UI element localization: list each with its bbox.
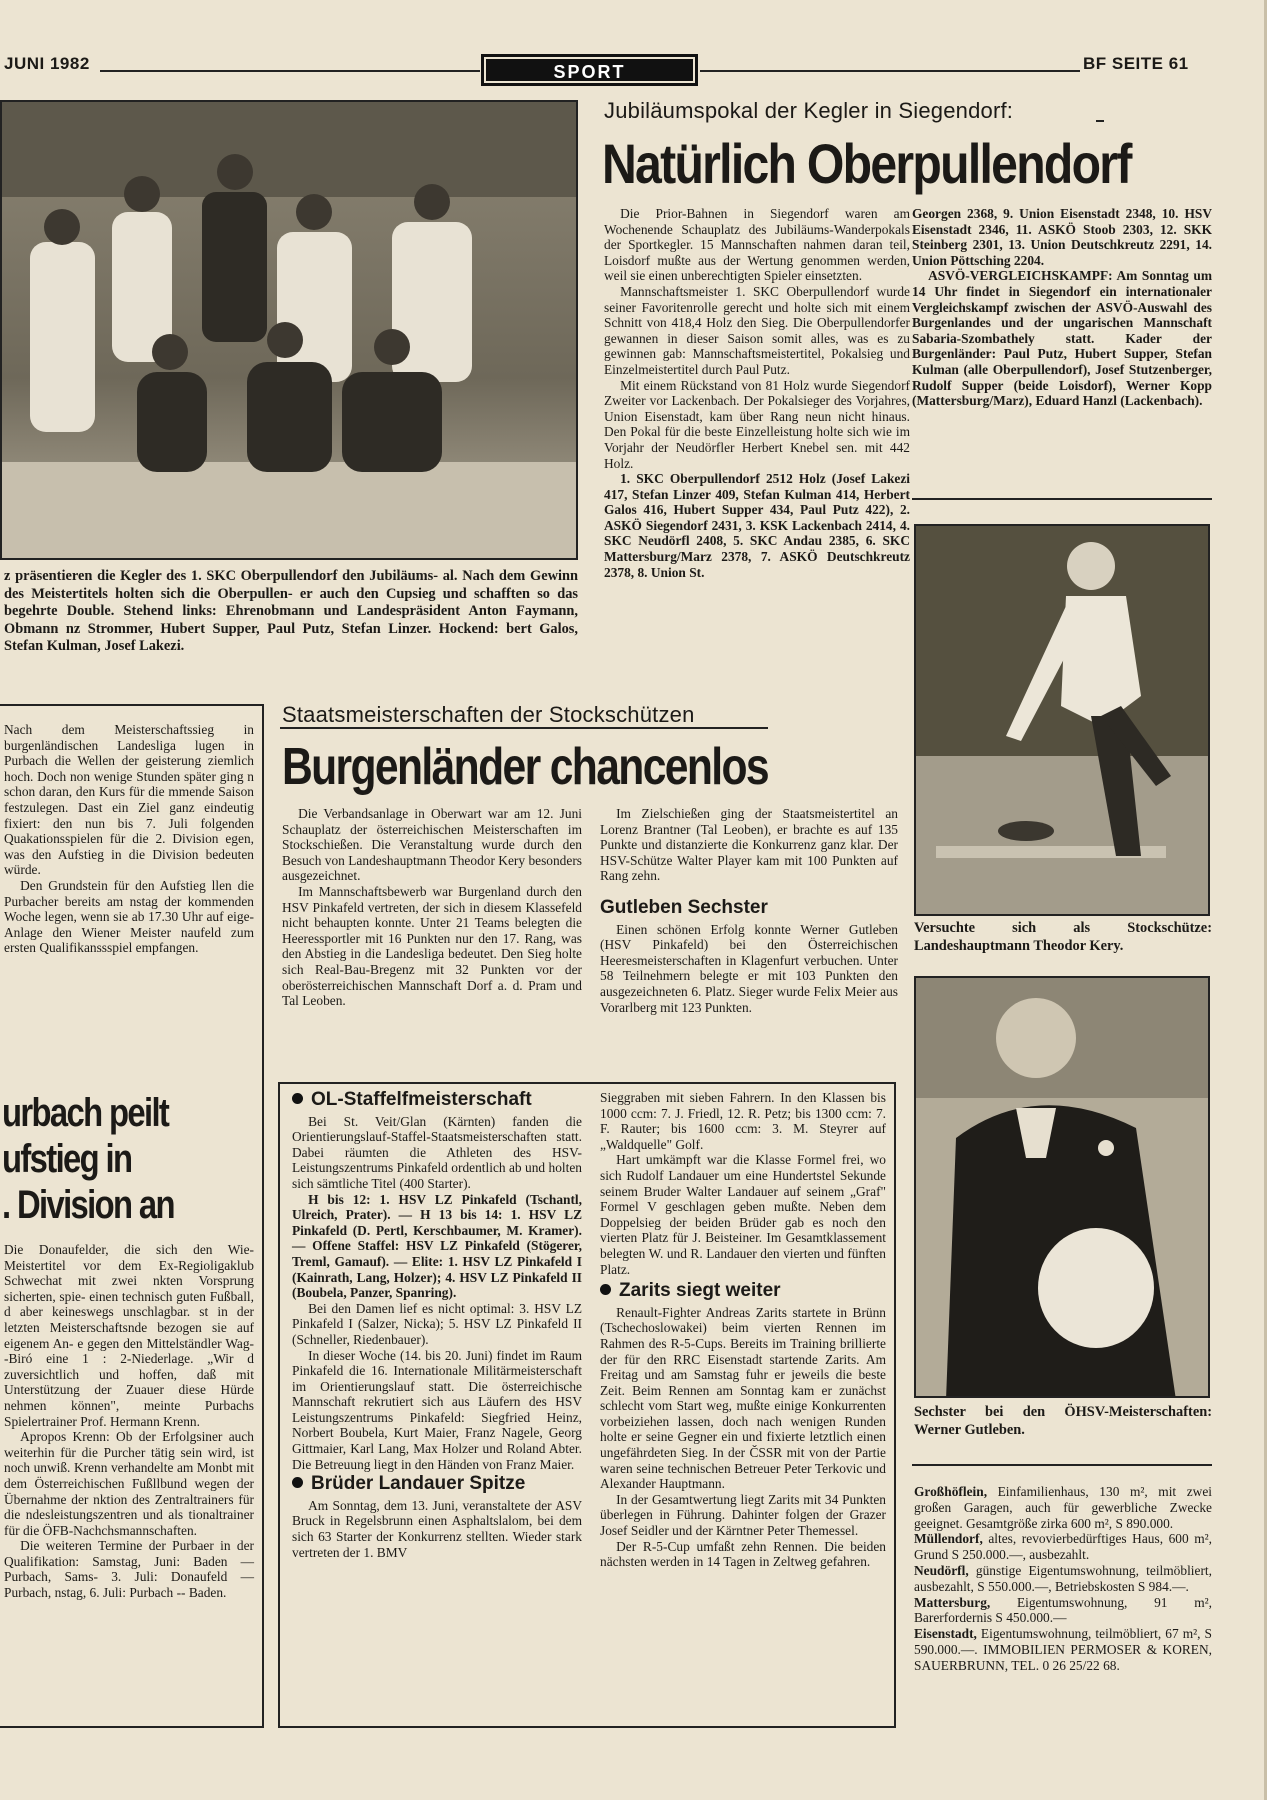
kegler-kicker: Jubiläumspokal der Kegler in Siegendorf: <box>604 98 1014 123</box>
purbach-p2: Den Grundstein für den Aufstieg llen die Purbacher bereits am nstag der kommenden Woche legen, wenn sie ab 17.30 Uhr auf eige- Anlage den Wiener Meister naufeld zum ersten Qualifikanssspiel empfangen. <box>4 877 254 956</box>
section-label: SPORT <box>481 54 698 86</box>
classified-item: Eisenstadt, Eigentumswohnung, teilmöbliert, 67 m², S 590.000.—. IMMOBILIEN PERMOSER & KOREN, SAUERBRUNN, TEL. 0 26 25/22 68. <box>914 1626 1212 1673</box>
purbach-headline-line: . Division an <box>2 1183 174 1227</box>
stock-kicker-rule <box>280 727 768 729</box>
purbach-col2 <box>4 1242 254 1601</box>
team-photo-image <box>2 102 578 560</box>
purbach-top-rule <box>0 704 262 706</box>
kegler-col1 <box>604 206 910 580</box>
stock-col1-p1: Die Verbandsanlage in Oberwart war am 12. Juni Schauplatz der österreichischen Meisterschaften im Stockschießen. Die Veranstaltung wurde durch den Besuch von Landeshauptmann Theodor Kery besonders ausgezeichnet. <box>282 806 582 884</box>
kery-photo <box>914 524 1210 916</box>
purbach-col2-p1: Die Donaufelder, die sich den Wie- Meistertitel vor dem Ex-Regioligaklub Schwechat mit zwei nkten Vorsprung sicherten, spie- einen technisch guten Fußball, d aber keineswegs unschlagbar. st in der letzten Meisterschaftsnde bezogen sie auf eigenem An- e gegen den Mittelständler Wag- -Biró eine 1 : 2-Niederlage. „Wir d zuversichtlich und hoffen, daß mit Unterstützung der Zuauer diese Hürde nehmen können", meinte Purbachs Spielertrainer Prof. Hermann Krenn. <box>4 1242 254 1429</box>
stock-col2-p1: Im Zielschießen ging der Staatsmeistertitel an Lorenz Brantner (Tal Leoben), er brachte es auf 135 Punkte und distanzierte die Konkurrenz ganz klar. Der HSV-Schütze Walter Player kam mit 100 Punkten auf Rang zehn. <box>600 806 898 884</box>
classifieds-top-rule <box>912 1464 1212 1466</box>
motor-col <box>600 1090 886 1570</box>
header-rule-right <box>700 70 1080 72</box>
kegler-col1-p2: Mannschaftsmeister 1. SKC Oberpullendorf wurde seiner Favoritenrolle gerecht und holte sich mit einem Schnitt von 418,4 Holz den Sieg. Die Oberpullendorfer gewannen in dieser Saison somit alles, was es zu gewinnen gab: Mannschaftsmeistertitel, Pokalsieg und Einzelmeistertitel durch Paul Putz. <box>604 283 910 377</box>
motor-p5: Der R-5-Cup umfaßt zehn Rennen. Die beiden nächsten werden in 14 Tagen in Zeltweg gefahren. <box>600 1538 886 1570</box>
purbach-right-rule <box>262 704 264 1728</box>
kegler-col1-p1: Die Prior-Bahnen in Siegendorf waren am Wochenende Schauplatz des Jubiläums-Wanderpokals der Sportkegler. 15 Mannschaften nahmen daran teil, Loisdorf mußte aus der Wertung genommen werden, weil sie einen unberechtigten Spieler einsetzten. <box>604 206 910 284</box>
motor-p4: In der Gesamtwertung liegt Zarits mit 34 Punkten überlegen in Führung. Dahinter folgen der Grazer Josef Seidler und der Kärntner Peter Themessel. <box>600 1491 886 1539</box>
purbach-col <box>4 722 254 956</box>
purbach-headline-line: ufstieg in <box>2 1137 132 1181</box>
team-photo <box>0 100 578 560</box>
gutleben-body: Einen schönen Erfolg konnte Werner Gutleben (HSV Pinkafeld) bei den Österreichischen Heeresmeisterschaften in Klagenfurt verbuchen. Unter 58 Teilnehmern belegte er mit 103 Punkten den ausgezeichneten 6. Platz. Sieger wurde Felix Meier aus Vorarlberg mit 123 Punkten. <box>600 921 898 1015</box>
purbach-bottom-rule <box>0 1726 264 1728</box>
stock-col1-p2: Im Mannschaftsbewerb war Burgenland durch den HSV Pinkafeld vertreten, der sich in diesem Klassefeld nicht behaupten konnte. Unter 21 Teams belegten die Heeressportler mit 16 Punkten nur den 17. Rang, was den Abstieg in die Landesliga bedeutet. Den Sieg holte sich Real-Bau-Bregenz mit 32 Punkten vor der oberösterreichischen Mannschaft Dorf a. d. Pram und Tal Leoben. <box>282 883 582 1009</box>
kegler-col2-results: Georgen 2368, 9. Union Eisenstadt 2348, 10. HSV Eisenstadt 2346, 11. ASKÖ Stoob 2303, 12. SKK Steinberg 2301, 13. Union Deutschkreutz 2291, 14. Union Pöttsching 2204. <box>912 206 1212 268</box>
purbach-headline-line: urbach peilt <box>2 1091 169 1135</box>
purbach-p1: Nach dem Meisterschaftssieg in burgenländischen Landesliga lugen in Purbach die Wellen der geisterung ziemlich hoch. Doch non wenige Stunden später ging n schon daran, den Kurs für die mmende Saison festzulegen. Dast ein Ziel ganz eindeutig fixiert: den nun bis 7. Juli folgenden Quakationsspielen für die 2. Division egen, was den Aufstieg in die Division bedeuten würde. <box>4 722 254 878</box>
stock-kicker: Staatsmeisterschaften der Stockschützen <box>282 702 695 727</box>
bullet-icon <box>292 1477 303 1488</box>
stock-headline: Burgenländer chancenlos <box>282 738 768 796</box>
kery-caption: Versuchte sich als Stockschütze: Landeshauptmann Theodor Kery. <box>914 920 1212 954</box>
bullet-icon <box>600 1284 611 1295</box>
classified-item: Müllendorf, altes, revovierbedürftiges Haus, 600 m², Grund S 250.000.—, ausbezahlt. <box>914 1531 1212 1563</box>
kegler-col2-body: Am Sonntag um 14 Uhr findet in Siegendorf ein internationaler Vergleichskampf zwischen der ASVÖ-Auswahl des Burgenlandes und der ungarischen Mannschaft Sabaria-Szombathely statt. Kader der Burgenländer: Paul Putz, Hubert Supper, Stefan Kulman (alle Oberpullendorf), Josef Stutzenberger, Rudolf Supper (beide Loisdorf), Werner Kopp (Mattersburg/Marz), Eduard Hanzl (Lackenbach). <box>912 268 1212 409</box>
landauer-heading: Brüder Landauer Spitze <box>292 1476 582 1492</box>
header-rule-left <box>100 70 480 72</box>
motor-p2: Hart umkämpft war die Klasse Formel frei, wo sich Rudolf Landauer um eine Hundertstel Sekunde seinem Bruder Walter Landauer auf seinem „Graf" Formel V geschlagen geben mußte. Neben dem Doppelsieg der beiden Brüder gab es noch den vierten Platz für J. Beisteiner. Im Gesamtklassement belegten W. und R. Landauer den vierten und fünften Platz. <box>600 1152 886 1277</box>
kegler-end-rule <box>912 498 1212 500</box>
gutleben-photo-image <box>916 978 1210 1398</box>
kegler-col1-results: 1. SKC Oberpullendorf 2512 Holz (Josef Lakezi 417, Stefan Linzer 409, Stefan Kulman 414, Herbert Galos 416, Hubert Supper 434, Paul Putz 422), 2. ASKÖ Siegendorf 2431, 3. KSK Lackenbach 2414, 4. SKC Neudörfl 2408, 5. SKC Andau 2385, 6. SKC Mattersburg/Marz 2378, 7. ASKÖ Deutschkreutz 2378, 8. Union St. <box>604 471 910 580</box>
kery-photo-image <box>916 526 1210 916</box>
classified-item: Neudörfl, günstige Eigentumswohnung, teilmöbliert, ausbezahlt, S 550.000.—, Betriebskosten S 984.—. <box>914 1562 1212 1594</box>
landauer-body: Am Sonntag, dem 13. Juni, veranstaltete der ASV Bruck in Regelsbrunn einen Asphaltslalom, bei dem sich 63 Starter der Konkurrenz stellten. Wieder stark vertreten der 1. BMV <box>292 1497 582 1560</box>
kicker-rule <box>1096 120 1104 122</box>
ol-col <box>292 1090 582 1560</box>
kegler-headline: Natürlich Oberpullendorf <box>602 132 1131 195</box>
kegler-col2 <box>912 206 1212 409</box>
ol-p1: Bei St. Veit/Glan (Kärnten) fanden die Orientierungslauf-Staffel-Staatsmeisterschaften statt. Dabei räumten die Athleten des HSV-Leistungszentrums Pinkafeld ordentlich ab und holten sich sämtliche Titel (400 Starter). <box>292 1113 582 1191</box>
header-date: JUNI 1982 <box>4 54 90 73</box>
ol-p2: H bis 12: 1. HSV LZ Pinkafeld (Tschantl, Ulreich, Prater). — H 13 bis 14: 1. HSV LZ Pinkafeld (D. Pertl, Kerschbaumer, M. Kramer). — Offene Staffel: HSV LZ Pinkafeld (Stögerer, Treml, Gamauf). — Elite: 1. HSV LZ Pinkafeld I (Kainrath, Lang, Holzer); 4. HSV LZ Pinkafeld II (Boubela, Panzer, Spanring). <box>292 1191 582 1301</box>
ol-p4: In dieser Woche (14. bis 20. Juni) findet im Raum Pinkafeld die 16. Internationale Militärmeisterschaft im Orientierungslauf statt. Die österreichische Mannschaft rekrutiert sich aus Läufern des HSV Leistungszentrums Pinkafeld: Siegfried Heinz, Norbert Boubela, Kurt Maier, Franz Nagele, Georg Gittmaier, Karl Lang, Max Holzer und Roland Abter. Die Betreuung liegt in den Händen von Franz Maier. <box>292 1347 582 1472</box>
header-page: BF SEITE 61 <box>1083 54 1189 73</box>
classifieds <box>914 1484 1212 1674</box>
classified-item: Großhöflein, Einfamilienhaus, 130 m², mit zwei großen Garagen, auch für gewerbliche Zwecke geeignet. Gesamtgröße zirka 600 m², S 890.000. <box>914 1484 1212 1531</box>
purbach-headline <box>2 1090 174 1228</box>
kegler-col2-lead: ASVÖ-VERGLEICHSKAMPF: <box>928 268 1113 284</box>
ol-heading: OL-Staffelfmeisterschaft <box>292 1092 582 1108</box>
zarits-heading: Zarits siegt weiter <box>600 1283 886 1299</box>
gutleben-heading: Gutleben Sechster <box>600 896 768 918</box>
ol-p3: Bei den Damen lief es nicht optimal: 3. HSV LZ Pinkafeld I (Salzer, Nicka); 5. HSV LZ Pinkafeld II (Schneller, Riedenbauer). <box>292 1300 582 1347</box>
team-photo-caption: z präsentieren die Kegler des 1. SKC Oberpullendorf den Jubiläums- al. Nach dem Gewinn des Meistertitels holten sich die Oberpullen- er auch den Cupsieg und schafften so das begehrte Double. Stehend links: Ehrenobmann und Landespräsident Anton Faymann, Obmann nz Strommer, Hubert Supper, Paul Putz, Stefan Linzer. Hockend: bert Galos, Stefan Kulman, Josef Lakezi. <box>4 568 578 654</box>
stock-col2 <box>600 806 898 1015</box>
gutleben-photo <box>914 976 1210 1398</box>
purbach-col2-p3: Die weiteren Termine der Purbaer in der Qualifikation: Samstag, Juni: Baden — Purbach, Sams- 3. Juli: Donaufeld — Purbach, nstag, 6. Juli: Purbach -- Baden. <box>4 1538 254 1601</box>
motor-p3: Renault-Fighter Andreas Zarits startete in Brünn (Tschechoslowakei) beim vierten Rennen im Rahmen des R-5-Cups. Bereits im Training brillierte der für den RRC Eisenstadt startende Zarits. Am Freitag und am Samstag fuhr er jeweils die beste Zeit. Beim Rennen am Sonntag kam er zunächst schlecht vom Start weg, mußte einige Konkurrenten vorbeiziehen lassen, doch nach wenigen Runden holte er seine Gegner ein und fixierte letztlich einen ungefährdeten Sieg. In der ČSSR mit von der Partie waren seine technischen Betreuer Peter Terkovic und Alexander Hauptmann. <box>600 1304 886 1492</box>
motor-p1: Sieggraben mit sieben Fahrern. In den Klassen bis 1000 ccm: 7. J. Friedl, 12. R. Petz; bis 1300 ccm: 7. F. Rauter; bis 1600 ccm: 3. M. Steyrer auf „Waldquelle" Golf. <box>600 1090 886 1152</box>
classified-item: Mattersburg, Eigentumswohnung, 91 m², Barerfordernis S 450.000.— <box>914 1594 1212 1626</box>
kegler-col1-p3: Mit einem Rückstand von 81 Holz wurde Siegendorf Zweiter vor Lackenbach. Der Pokalsieger des Vorjahres, Union Eisenstadt, kam über Rang neun nicht hinaus. Den Pokal für die beste Einzelleistung holte sich wie im Vorjahr der Neudörfler Herbert Knebel sen. mit 442 Holz. <box>604 377 910 471</box>
bullet-icon <box>292 1093 303 1104</box>
purbach-col2-p2: Apropos Krenn: Ob der Erfolgsiner auch weiterhin für die Purcher tätig sein wird, ist noch unwiß. Krenn verhandelte am Monbt mit dem Österreichischen Fußllbund wegen der Übernahme der nktion des Zentraltrainers für die ndesleistungszentren und als tionaltrainer für die ÖFB-Nachchsmannschaften. <box>4 1429 254 1538</box>
stock-col1 <box>282 806 582 1009</box>
gutleben-caption: Sechster bei den ÖHSV-Meisterschaften: Werner Gutleben. <box>914 1404 1212 1438</box>
